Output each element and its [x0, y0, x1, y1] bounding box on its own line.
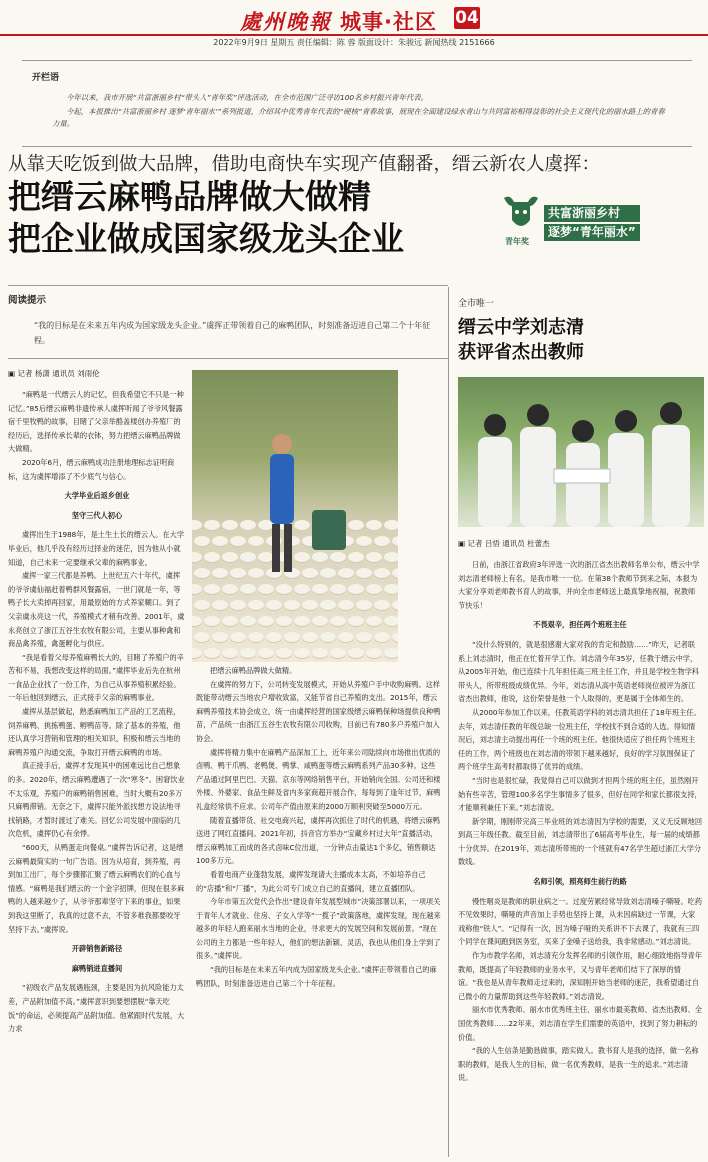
duck-shape: [230, 536, 246, 546]
headline-line: 把缙云麻鸭品牌做大做精: [8, 177, 371, 216]
duck-shape: [194, 536, 210, 546]
duck-shape: [204, 552, 220, 562]
article-paragraph: 真正接手后，虞挥才发现其中的困难远比自己想象的多。2020年，缙云麻鸭遭遇了一次“寒冬”。困窘饮业不太乐观，养殖户的麻鸭销售困难，当时大概有20多万只麻鸭滞销。无奈之下，虞挥只能外派找想方设法地寻找销路，才暂时渡过了难关。回忆公司发展中面临的几次危机，虞挥仍心有余悸。: [8, 761, 185, 839]
duck-shape: [258, 584, 274, 594]
divider: [22, 146, 692, 147]
section-subhead: 开辟销售新路径: [71, 944, 123, 954]
duck-shape: [392, 568, 398, 578]
duck-shape: [384, 520, 398, 530]
duck-shape: [348, 552, 364, 562]
duck-shape: [356, 632, 372, 642]
right-kicker: 全市唯一: [458, 299, 495, 309]
duck-shape: [330, 616, 346, 626]
section-subhead: 名师引领，照亮师生前行的路: [533, 877, 627, 887]
duck-shape: [302, 568, 318, 578]
duck-shape: [258, 616, 274, 626]
reading-text: “我的目标是在未来五年内成为国家级龙头企业。”虞挥正带领着自己的麻鸭团队，时刻准备迈进自己第二个十年征程。: [34, 321, 431, 345]
duck-shape: [392, 536, 398, 546]
feed-bag: [312, 510, 346, 550]
duck-shape: [276, 648, 292, 658]
duck-shape: [276, 584, 292, 594]
duck-shape: [356, 568, 372, 578]
article-paragraph: “600天，从鸭蛋走向餐桌。”虞挥告诉记者，这是缙云麻鸭最简实的一句广告语。因为从培育，到养殖，再到加工出厂，每个步骤都汇聚了缙云麻鸭农们的心血与情感。“麻鸭是我们缙云的一个金字招牌，但现在很多麻鸭的人越来越少了，从爷爷那辈坚守下来的事业，如果到我这里断了，我真的过意不去，不管多难我都要咬牙坚持下去。”虞挥说。: [8, 843, 185, 934]
right-byline: [458, 538, 550, 549]
duck-shape: [230, 568, 246, 578]
divider: [8, 358, 448, 359]
article-paragraph: 把缙云麻鸭品牌做大做精。: [210, 666, 297, 675]
article-paragraph: 2020年6月，缙云麻鸭成功注册地理标志证明商标，这为虞挥增添了不少底气与信心。: [8, 457, 175, 481]
article-paragraph: 今年市第五次党代会作出“建设青年发展型城市”决策部署以来，一项项关于青年人才就业、住房、子女入学等“一揽子”政策落地，虞挥发现，现在越来越多的年轻人跑来丽水当地的企业，寻求更大的发展空间和发展前景。“现在公司的主力都是一些年轻人，他们的想法新颖、灵活，我也从他们身上学到了很多。”虞挥说。: [196, 897, 441, 961]
article-column-3: [458, 558, 702, 1158]
duck-shape: [192, 648, 202, 658]
duck-shape: [366, 584, 382, 594]
duck-shape: [348, 648, 364, 658]
duck-shape: [312, 616, 328, 626]
duck-shape: [192, 520, 202, 530]
article-paragraph: 看着电商产业蓬勃发展，虞挥发现请大主播成本太高，不如培养自己的“店播”和“厂播”，为此公司专门成立自己的直播间，建立直播团队。: [196, 869, 426, 893]
duck-shape: [204, 584, 220, 594]
duck-shape: [204, 616, 220, 626]
duck-shape: [374, 632, 390, 642]
article-paragraph: “初级农产品发展遇瓶颈，主要是因为抗风险能力太差，产品附加值不高。”虞挥意识到要想摆脱“靠天吃饭”的命运，必须提高产品附加值。他紧跟时代发展，大力求: [8, 983, 185, 1034]
duck-shape: [384, 616, 398, 626]
duck-shape: [248, 600, 264, 610]
duck-shape: [276, 616, 292, 626]
reading-title: 阅读提示: [8, 295, 47, 306]
duck-shape: [266, 600, 282, 610]
teacher-students-photo: [458, 377, 704, 527]
duck-shape: [284, 600, 300, 610]
article-paragraph: 虞挥出生于1988年，是土生土长的缙云人。在大学毕业后，他几乎没有经历过择业的迷茫，因为他从小就知道，自己未来一定要继承父辈的麻鸭事业。: [8, 530, 185, 567]
camera-icon: ▣: [458, 539, 468, 548]
duck-shape: [330, 648, 346, 658]
article-paragraph: “当时也是很忙碌，我觉得自己可以做到才担两个班的班主任，虽然刚开始有些辛苦，管理100多名学生事情多了很多，但好在同学和家长都很支持，才能顺利兼任下来。”刘志清说。: [458, 775, 702, 813]
duck-shape: [356, 536, 372, 546]
duck-shape: [312, 584, 328, 594]
article-paragraph: 新学期，刚刚带完高三毕业班的刘志清因为学校的需要，又义无反顾地回到高三年级任教。截至目前，刘志清带出了6届高考毕业生，每一届的成绩都十分优异。在2019年，刘志清所带班的一个班就有47名学生超过浙江大学分数线。: [458, 816, 702, 867]
duck-shape: [320, 600, 336, 610]
masthead-rule: [0, 34, 708, 36]
duck-shape: [330, 584, 346, 594]
duck-shape: [204, 648, 220, 658]
duck-shape: [348, 520, 364, 530]
duck-shape: [312, 552, 328, 562]
article-column-1: [8, 388, 186, 1158]
duck-shape: [222, 520, 238, 530]
lead-headline: [8, 176, 404, 260]
intro-text: [52, 92, 672, 130]
article-paragraph: 随着直播带货、社交电商兴起，虞挥再次抓住了时代的机遇，将缙云麻鸭送进了网红直播间。2021年初，抖音官方举办“宝藏乡村过大年”直播活动，缙云麻鸭加工而成的各式卤味C位出道，一分钟点击量达1个多亿，销售额达100多万元。: [196, 815, 441, 866]
duck-shape: [192, 584, 202, 594]
duck-shape: [348, 616, 364, 626]
section-subhead: 坚守三代人初心: [71, 510, 123, 520]
intro-paragraph: 今年以来，我市开展“共富浙丽乡村“带头人”青年奖”评选活动，在全市范围广泛寻访100名乡村振兴青年代表。: [66, 93, 429, 102]
duck-shape: [356, 600, 372, 610]
duck-shape: [338, 568, 354, 578]
duck-shape: [194, 568, 210, 578]
lead-subhead: 从靠天吃饭到做大品牌，借助电商快车实现产值翻番，缙云新农人虞挥：: [8, 154, 601, 175]
duck-shape: [366, 552, 382, 562]
logo-slogan: [544, 205, 640, 243]
divider: [22, 60, 692, 61]
duck-shape: [366, 648, 382, 658]
duck-shape: [384, 648, 398, 658]
duck-shape: [248, 632, 264, 642]
article-paragraph: 虞挥将精力集中在麻鸭产品深加工上，近年来公司陆续向市场推出优质的卤鸭、鸭干爪鸭、老鸭煲、鸭掌、咸鸭蛋等缙云麻鸭系列产品30多种。这些产品通过阿里巴巴、天猫、京东等网络销售平台，开始销向全国。公司还和楼外楼、外婆家、食品生鲜及省内多家商超开展合作，每每到了逢年过节，麻鸭礼盒经常供不应求。公司年产值由原来的2000万顺利突破至5000万元。: [196, 747, 441, 811]
duck-shape: [222, 648, 238, 658]
duck-shape: [222, 584, 238, 594]
duck-shape: [294, 584, 310, 594]
article-column-2: [196, 664, 442, 1158]
byline-text: 记者 吕悟 通讯员 杜蕾杰: [467, 539, 550, 548]
newspaper-brand: 處州晚報: [240, 9, 332, 34]
duck-shape: [212, 536, 228, 546]
duck-shape: [240, 584, 256, 594]
duck-shape: [338, 632, 354, 642]
duck-shape: [392, 632, 398, 642]
duck-shape: [258, 648, 274, 658]
duck-shape: [366, 616, 382, 626]
section-title: 城事·社区: [340, 10, 437, 34]
duck-farm-photo: [192, 370, 398, 662]
duck-shape: [392, 600, 398, 610]
logo-line: 逐梦“青年丽水”: [544, 224, 640, 241]
duck-shape: [230, 600, 246, 610]
column-divider: [448, 287, 449, 1157]
right-headline: [458, 315, 584, 365]
article-paragraph: “没什么特别的，就是很感谢大家对我的肯定和鼓励……”昨天，记者联系上刘志清时，他正在忙着开学工作。刘志清今年35岁，任教于缙云中学，从2005年开始，他已连续十几年担任高三班主任工作，并且是学校生物学科带头人，所带班级成绩优异。今年，刘志清从高中英语老师岗位被评为浙江省杰出教师，他说，这份荣誉是他一个人取得的，更是属于全体师生的。: [458, 639, 700, 704]
duck-shape: [212, 632, 228, 642]
page-number: 04: [455, 8, 479, 28]
duck-shape: [374, 536, 390, 546]
article-paragraph: “我的目标是在未来五年内成为国家级龙头企业。”虞挥正带领着自己的麻鸭团队，时刻准备迈进自己第二个十年征程。: [196, 965, 437, 988]
duck-shape: [192, 552, 202, 562]
duck-shape: [240, 648, 256, 658]
headline-line: 缙云中学刘志清: [458, 317, 584, 338]
logo-line: 共富浙丽乡村: [544, 205, 640, 222]
duck-shape: [366, 520, 382, 530]
duck-shape: [338, 600, 354, 610]
camera-icon: ▣: [8, 369, 18, 378]
duck-shape: [194, 600, 210, 610]
duck-shape: [266, 632, 282, 642]
duck-shape: [294, 616, 310, 626]
main-byline: [8, 368, 100, 379]
duck-shape: [240, 552, 256, 562]
duck-shape: [384, 584, 398, 594]
byline-text: 记者 杨潇 通讯员 刘雨伦: [17, 369, 100, 378]
section-subhead: 大学毕业后返乡创业: [64, 491, 130, 501]
headline-line: 获评省杰出教师: [458, 342, 584, 363]
logo-caption: 青年奖: [505, 237, 529, 246]
duck-shape: [230, 632, 246, 642]
section-subhead: 麻鸭销进直播间: [71, 963, 123, 973]
intro-paragraph: 今起，本报推出“共富浙丽乡村 逐梦‘青年丽水’”系列报道，介绍其中优秀青年代表的“硬核”青春故事，展现在全面建设绿水青山与共同富裕相得益彰的社会主义现代化的丽水路上的青春力量。: [52, 107, 665, 128]
ox-head-icon: [500, 192, 542, 236]
article-paragraph: 从2000年参加工作以来，任教英语学科的刘志清共担任了18年班主任。去年，刘志清任教的年级总缺一位班主任，学校找不到合适的人选。得知情况后，刘志清主动提出再任一个班的班主任。他很快适应了担任两个班班主任的工作，两个班级也在刘志清的带领下越来越好，良好的学习氛围保证了两个班学生高考时都取得了优异的成绩。: [458, 707, 701, 772]
duck-shape: [374, 600, 390, 610]
duck-shape: [320, 632, 336, 642]
article-paragraph: 作为市教学名师，刘志清充分发挥名师的引领作用，耐心细致地指导青年教师，既提高了年轻教师的业务水平，又与青年老师们结下了深厚的情谊。“我也是从青年教师走过来的，深知刚开始当老师的迷茫，我希望通过自己微小的力量帮助到这些年轻教师。”刘志清说。: [458, 951, 702, 1001]
intro-label: 开栏语: [32, 73, 60, 83]
duck-shape: [312, 648, 328, 658]
masthead: [0, 0, 708, 38]
farmer-figure: [262, 430, 302, 580]
duck-shape: [384, 552, 398, 562]
article-paragraph: 日前，由浙江省政府3年评选一次的浙江省杰出教师名单公布，缙云中学刘志清老师榜上有名，是我市唯一一位。在第38个教师节到来之际，本报为大家分享刘老师教书育人的故事，并向全市老师送上最真挚地祝福，祝教师节快乐！: [458, 560, 700, 610]
duck-shape: [320, 568, 336, 578]
duck-shape: [212, 600, 228, 610]
section-subhead: 不畏艰辛，担任两个班班主任: [533, 620, 627, 630]
article-paragraph: 在虞挥的努力下，公司转变发展模式，开始从养殖户手中收购麻鸭。这样既能带动缙云当地农户增收致富，又能节省自己养殖的支出。2015年，缙云麻鸭养殖技术协会成立，统一由虞挥经营的国家级缙云麻鸭保种场提供良种鸭苗，产品统一由浙江五谷生农牧有限公司收购，目前已有780多户养殖户加入协会。: [196, 679, 441, 743]
article-paragraph: 虞挥一家三代都是养鸭。上世纪五六十年代，虞挥的爷爷虞仙福赶着鸭群风餐露宿，一世门就是一年，等鸭子长大卖掉再回家，用最原始的方式养家糊口。到了父亲虞永亮这一代，养殖模式才稍有改善。2001年，虞永亮创立了浙江五谷生农牧有限公司，主要从事种禽和商品禽养殖，禽蛋孵化与供应。: [8, 571, 185, 649]
article-paragraph: 慢性咽炎是教师的职业病之一。过度劳累经常导致刘志清嗓子嘶哑。吃药不见效果时，嘶哑的声音加上手势也坚持上课，从未因病缺过一节课，大家戏称他“铁人”。“记得有一次，因为嗓子哑的关系讲不下去课了，我就有三四个同学在课间跑到医务室，买来了金嗓子送给我，我非常感动。”刘志清说。: [458, 896, 702, 947]
article-paragraph: 虞挥从基层做起，熟悉麻鸭加工产品的工艺流程，饲养麻鸭、挑拣鸭蛋、孵鸭苗等。除了基本的养殖，他还认真学习营销和管理的相关知识，积极和缙云当地的麻鸭养殖户沟通交流，争取打开缙云麻鸭的市场。: [8, 707, 181, 757]
duck-shape: [204, 520, 220, 530]
duck-shape: [222, 616, 238, 626]
duck-shape: [240, 616, 256, 626]
article-paragraph: “我是看着父母养殖麻鸭长大的，目睹了养殖户的辛苦和不易，我想改变这样的局面。”虞挥毕业后先在杭州一食品企业找了一份工作，为自己从事养殖积累经验。一年后他回到缙云，正式接手父亲的麻鸭事业。: [8, 652, 184, 703]
article-paragraph: “麻鸭是一代缙云人的记忆，但我希望它不只是一种记忆。”85后缙云麻鸭非遗传承人虞挥听闻了爷爷风餐露宿千里牧鸭的故事，目睹了父亲举酪盖楼创办养殖厂的经历后，选择传承长辈的衣钵，努力把缙云麻鸭品牌做大做精。: [8, 390, 184, 454]
headline-line: 把企业做成国家级龙头企业: [8, 219, 404, 258]
article-paragraph: 丽水市优秀教师、丽水市优秀班主任、丽水市最美教师、省杰出教师、全国优秀教师……22年来，刘志清在学生们需要的英语中，找到了努力耕耘的价值。: [458, 1005, 702, 1042]
divider: [8, 285, 448, 286]
duck-shape: [212, 568, 228, 578]
duck-shape: [240, 520, 256, 530]
duck-shape: [194, 632, 210, 642]
duck-shape: [374, 568, 390, 578]
duck-shape: [192, 616, 202, 626]
duck-shape: [302, 632, 318, 642]
duck-shape: [222, 552, 238, 562]
duck-shape: [284, 632, 300, 642]
dateline: 2022年9月9日 星期五 责任编辑：陈 蓉 版面设计：朱骏远 新闻热线 2151666: [213, 38, 495, 47]
article-paragraph: “我的人生信条是勤恳做事，踏实做人。教书育人是我的选择，做一名称职的教师，是我人生的目标，做一名优秀教师，是我一生的追求。”刘志清说。: [458, 1046, 699, 1083]
duck-shape: [330, 552, 346, 562]
duck-shape: [348, 584, 364, 594]
duck-shape: [302, 600, 318, 610]
duck-shape: [294, 648, 310, 658]
